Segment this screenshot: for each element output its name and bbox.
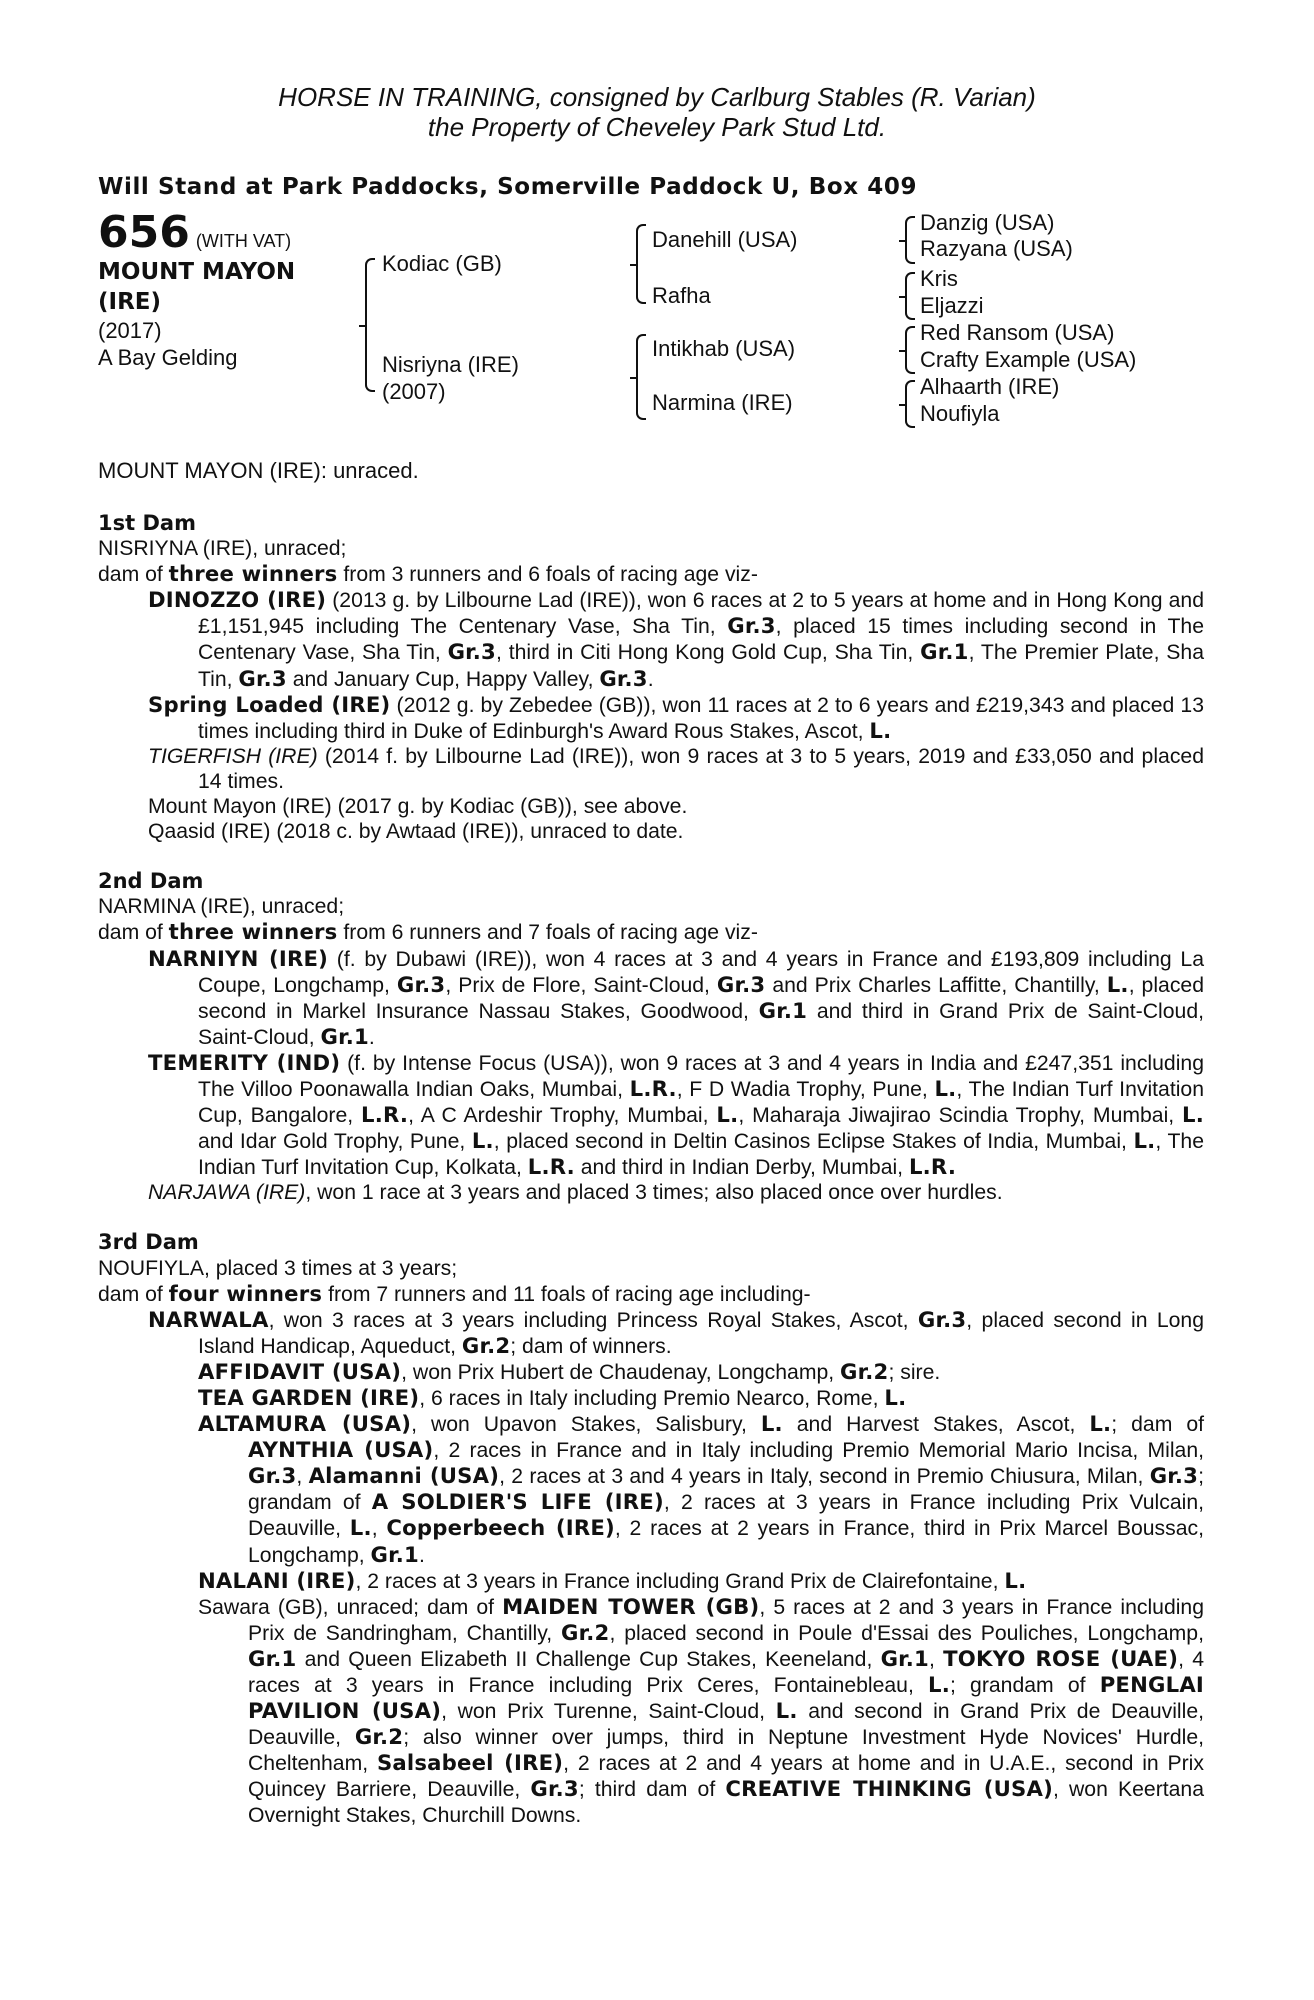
first-dam-entry-3: TIGERFISH (IRE) (2014 f. by Lilbourne Lad (IRE)), won 9 races at 3 to 5 years, 2019 and £33,050 and placed 14 times. [148, 744, 1204, 793]
pedigree-dam-dam: Narmina (IRE) [652, 390, 793, 415]
brace-gen1 [365, 258, 375, 392]
header-line-1: HORSE IN TRAINING, consigned by Carlburg Stables (R. Varian) [278, 82, 1036, 112]
third-dam-intro: dam of four winners from 7 runners and 11 foals of racing age including- [98, 1280, 811, 1306]
third-dam-entry-altamura: ALTAMURA (USA), won Upavon Stakes, Salisbury, L. and Harvest Stakes, Ascot, L.; dam of AYNTHIA (USA), 2 races in France and in Italy including Premio Memorial Mario Incisa, Milan, Gr.3, Alamanni (USA), 2 races at 3 and 4 years in Italy, second in Premio Chiusura, Milan, Gr.3; grandam of A SOLDIER'S LIFE (IRE), 2 races at 3 years in France including Prix Vulcain, Deauville, L., Copperbeech (IRE), 2 races at 2 years in France, third in Prix Marcel Boussac, Longchamp, Gr.1. [198, 1411, 1205, 1567]
brace-gen3-1 [905, 216, 915, 264]
consignor-header [0, 82, 1314, 142]
pedigree-g4: Eljazzi [920, 293, 984, 318]
unraced-note: MOUNT MAYON (IRE): unraced. [98, 458, 419, 483]
second-dam-intro: dam of three winners from 6 runners and 7 foals of racing age viz- [98, 919, 758, 945]
second-dam-name: NARMINA (IRE), unraced; [98, 895, 345, 919]
produce-record [98, 511, 1204, 1828]
lot-info [98, 209, 295, 371]
brace-gen3-3 [905, 326, 915, 374]
horse-origin: (IRE) [98, 289, 162, 315]
second-dam-entry-3: NARJAWA (IRE), won 1 race at 3 years and placed 3 times; also placed once over hurdles. [148, 1181, 1003, 1205]
brace-gen3-2 [905, 272, 915, 320]
pedigree-sire: Kodiac (GB) [382, 251, 502, 276]
third-dam-entry-narwala: NARWALA, won 3 races at 3 years including Princess Royal Stakes, Ascot, Gr.3, placed second in Long Island Handicap, Aqueduct, Gr.2; dam of winners. [148, 1306, 1204, 1358]
pedigree-sire-sire: Danehill (USA) [652, 227, 798, 252]
horse-description: A Bay Gelding [98, 345, 238, 370]
second-dam-entry-1: NARNIYN (IRE) (f. by Dubawi (IRE)), won 4 races at 3 and 4 years in France and £193,809 including La Coupe, Longchamp, Gr.3, Prix de Flore, Saint-Cloud, Gr.3 and Prix Charles Laffitte, Chantilly, L., placed second in Markel Insurance Nassau Stakes, Goodwood, Gr.1 and third in Grand Prix de Saint-Cloud, Saint-Cloud, Gr.1. [148, 945, 1204, 1049]
pedigree-g6: Crafty Example (USA) [920, 347, 1137, 372]
first-dam-entry-5: Qaasid (IRE) (2018 c. by Awtaad (IRE)), unraced to date. [148, 820, 684, 844]
first-dam-name: NISRIYNA (IRE), unraced; [98, 537, 347, 561]
pedigree-dam-year: (2007) [382, 379, 446, 404]
brace-gen3-4 [905, 380, 915, 428]
pedigree-g7: Alhaarth (IRE) [920, 374, 1060, 399]
brace-gen2-top [636, 224, 646, 304]
vat-note: (WITH VAT) [195, 231, 292, 251]
lot-number: 656 [98, 207, 190, 258]
pedigree-sire-dam: Rafha [652, 283, 711, 308]
third-dam-title: 3rd Dam [98, 1230, 199, 1255]
third-dam-entry-sawara: Sawara (GB), unraced; dam of MAIDEN TOWER (GB), 5 races at 2 and 3 years in France including Prix de Sandringham, Chantilly, Gr.2, placed second in Poule d'Essai des Pouliches, Longchamp, Gr.1 and Queen Elizabeth II Challenge Cup Stakes, Keeneland, Gr.1, TOKYO ROSE (UAE), 4 races at 3 years in France including Prix Ceres, Fontainebleau, L.; grandam of PENGLAI PAVILION (USA), won Prix Turenne, Saint-Cloud, L. and second in Grand Prix de Deauville, Deauville, Gr.2; also winner over jumps, third in Neptune Investment Hyde Novices' Hurdle, Cheltenham, Salsabeel (IRE), 2 races at 2 and 4 years at home and in U.A.E., second in Prix Quincey Barriere, Deauville, Gr.3; third dam of CREATIVE THINKING (USA), won Keertana Overnight Stakes, Churchill Downs. [198, 1593, 1204, 1827]
first-dam-entry-1: DINOZZO (IRE) (2013 g. by Lilbourne Lad (IRE)), won 6 races at 2 to 5 years at home and in Hong Kong and £1,151,945 including The Centenary Vase, Sha Tin, Gr.3, placed 15 times including second in The Centenary Vase, Sha Tin, Gr.3, third in Citi Hong Kong Gold Cup, Sha Tin, Gr.1, The Premier Plate, Sha Tin, Gr.3 and January Cup, Happy Valley, Gr.3. [148, 587, 1204, 691]
pedigree-dam: Nisriyna (IRE) [382, 352, 519, 377]
first-dam-intro: dam of three winners from 3 runners and 6 foals of racing age viz- [98, 561, 758, 587]
second-dam-title: 2nd Dam [98, 869, 204, 894]
pedigree-g2: Razyana (USA) [920, 236, 1073, 261]
pedigree-g5: Red Ransom (USA) [920, 320, 1115, 345]
foaling-year: (2017) [98, 318, 162, 343]
brace-gen2-bottom [636, 334, 646, 420]
third-dam-entry-tea-garden: TEA GARDEN (IRE), 6 races in Italy including Premio Nearco, Rome, L. [198, 1385, 907, 1410]
stand-location: Will Stand at Park Paddocks, Somerville Paddock U, Box 409 [98, 174, 918, 200]
second-dam-entry-2: TEMERITY (IND) (f. by Intense Focus (USA)), won 9 races at 3 and 4 years in India and £247,351 including The Villoo Poonawalla Indian Oaks, Mumbai, L.R., F D Wadia Trophy, Pune, L., The Indian Turf Invitation Cup, Bangalore, L.R., A C Ardeshir Trophy, Mumbai, L., Maharaja Jiwajirao Scindia Trophy, Mumbai, L. and Idar Gold Trophy, Pune, L., placed second in Deltin Casinos Eclipse Stakes of India, Mumbai, L., The Indian Turf Invitation Cup, Kolkata, L.R. and third in Indian Derby, Mumbai, L.R. [148, 1049, 1204, 1180]
header-line-2: the Property of Cheveley Park Stud Ltd. [427, 112, 887, 142]
first-dam-title: 1st Dam [98, 511, 196, 535]
pedigree-g1: Danzig (USA) [920, 210, 1055, 235]
pedigree-dam-sire: Intikhab (USA) [652, 336, 796, 361]
horse-name: MOUNT MAYON [98, 259, 296, 285]
third-dam-name: NOUFIYLA, placed 3 times at 3 years; [98, 1256, 458, 1280]
pedigree-g8: Noufiyla [920, 401, 1000, 426]
pedigree-g3: Kris [920, 266, 958, 291]
third-dam-entry-affidavit: AFFIDAVIT (USA), won Prix Hubert de Chaudenay, Longchamp, Gr.2; sire. [198, 1358, 941, 1384]
first-dam-entry-2: Spring Loaded (IRE) (2012 g. by Zebedee (GB)), won 11 races at 2 to 6 years and £219,343 and placed 13 times including third in Duke of Edinburgh's Award Rous Stakes, Ascot, L. [148, 691, 1204, 743]
first-dam-entry-4: Mount Mayon (IRE) (2017 g. by Kodiac (GB)), see above. [148, 795, 688, 819]
third-dam-entry-nalani: NALANI (IRE), 2 races at 3 years in France including Grand Prix de Clairefontaine, L. [198, 1567, 1027, 1593]
